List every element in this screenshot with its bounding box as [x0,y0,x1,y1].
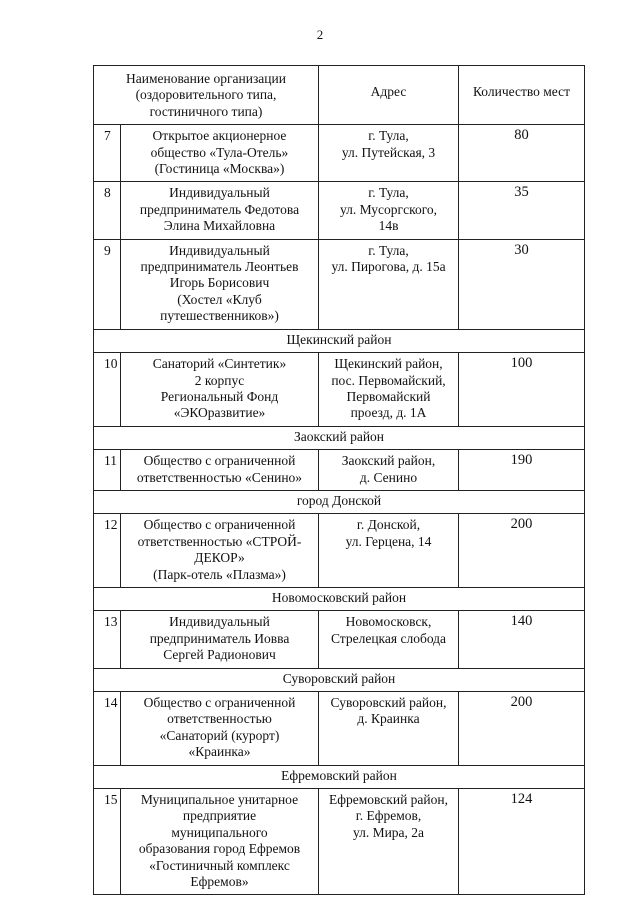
district-label: Щекинский район [94,329,585,352]
organization-name-line: ДЕКОР» [194,550,245,566]
organization-name-line: ответственностью [167,711,272,727]
address-line: ул. Герцена, 14 [345,533,432,549]
table-row [94,182,585,239]
address [319,239,459,329]
organization-name-line: предприниматель Иовва [149,630,290,646]
organization-name-line: образования город Ефремов [138,841,301,857]
table-row [94,125,585,182]
organization-name-line: Общество с ограниченной [143,695,296,710]
row-number: 15 [94,789,121,895]
seats-count: 124 [459,789,585,895]
header-address: Адрес [319,66,459,125]
district-row [94,668,585,691]
address-line: Ефремовский район, [328,792,448,808]
address-line: г. Тула, [368,242,409,258]
address [319,353,459,427]
organization-name [121,182,319,239]
address-line: г. Донской, [356,517,421,533]
address [319,125,459,182]
address-line: ул. Путейская, 3 [341,144,436,160]
district-label: Заокский район [94,426,585,449]
organization-name-line: (Парк-отель «Плазма») [153,566,286,582]
organization-name-line: Региональный Фонд [160,388,279,404]
seats-count: 140 [459,611,585,668]
organization-name [121,789,319,895]
organization-name-line: ответственностью «СТРОЙ- [137,533,302,549]
organizations-table [93,65,585,895]
table-row [94,789,585,895]
address-line: Заокский район, [341,453,436,469]
seats-count: 80 [459,125,585,182]
table-row [94,353,585,427]
organization-name-line: (Гостиница «Москва») [154,161,285,177]
district-label: Суворовский район [94,668,585,691]
row-number: 14 [94,692,121,766]
organization-name-line: Индивидуальный [169,185,270,201]
address [319,514,459,588]
seats-count: 190 [459,450,585,491]
address [319,450,459,491]
address-line: Первомайский [346,388,431,404]
organization-name-line: ответственностью «Сенино» [136,469,303,485]
organization-name [121,353,319,427]
address-line: Щекинский район, [334,356,443,372]
row-number: 13 [94,611,121,668]
organization-name-line: муниципального [171,824,268,840]
organization-name-line: путешественников») [160,308,279,324]
address-line: ул. Мира, 2а [352,824,425,840]
address-line: Новомосковск, [345,614,432,630]
district-label: город Донской [94,490,585,513]
address [319,182,459,239]
address-line: г. Тула, [368,185,409,201]
organization-name-line: Элина Михайловна [163,218,276,234]
address-line: проезд, д. 1А [350,405,427,421]
address-line: г. Тула, [368,128,409,144]
organization-name-line: «Гостиничный комплекс [149,857,290,873]
organization-name [121,611,319,668]
table-row [94,239,585,329]
organization-name-line: Санаторий «Синтетик» [152,356,287,372]
address [319,789,459,895]
address-line: г. Ефремов, [355,808,422,824]
district-row [94,490,585,513]
organization-name-line: Общество с ограниченной [143,517,296,533]
organization-name [121,514,319,588]
address-line: ул. Пирогова, д. 15а [331,259,446,275]
organization-name-line: 2 корпус [194,372,245,388]
row-number: 7 [94,125,121,182]
row-number: 12 [94,514,121,588]
row-number: 11 [94,450,121,491]
table-body [94,125,585,895]
header-seats: Количество мест [459,66,585,125]
organization-name-line: Открытое акционерное [152,128,287,144]
seats-count: 200 [459,514,585,588]
organization-name-line: (Хостел «Клуб [177,291,262,307]
organization-name-line: предприятие [182,808,257,824]
address-line: ул. Мусоргского, [339,201,438,217]
organization-name-line: Ефремов» [190,874,249,890]
organization-name-line: Общество с ограниченной [143,453,296,469]
address-line: 14в [378,218,399,234]
organization-name-line: «Санаторий (курорт) [159,727,280,743]
address [319,611,459,668]
organization-name-line: Индивидуальный [169,614,270,630]
address-line: пос. Первомайский, [331,372,446,388]
row-number: 10 [94,353,121,427]
district-row [94,329,585,352]
organization-name-line: Муниципальное унитарное [140,792,299,808]
organization-name-line: предприниматель Федотова [139,201,300,217]
table-row [94,692,585,766]
organization-name-line: «Краинка» [188,744,251,760]
table-row [94,514,585,588]
row-number: 8 [94,182,121,239]
address-line: д. Сенино [359,469,418,485]
address [319,692,459,766]
organization-name-line: общество «Тула-Отель» [150,144,289,160]
row-number: 9 [94,239,121,329]
table-row [94,611,585,668]
table-row [94,450,585,491]
header-organization-name: Наименование организации (оздоровительного типа, гостиничного типа) [94,66,319,125]
organization-name-line: Игорь Борисович [169,275,270,291]
district-row [94,587,585,610]
organization-name [121,450,319,491]
seats-count: 100 [459,353,585,427]
table-header-row [94,66,585,125]
address-line: д. Краинка [357,711,420,727]
organization-name [121,239,319,329]
organization-name-line: Сергей Радионович [163,647,276,663]
seats-count: 35 [459,182,585,239]
organization-name-line: «ЭКОразвитие» [173,405,266,421]
address-line: Стрелецкая слобода [330,630,447,646]
organization-name-line: предприниматель Леонтьев [140,259,299,275]
district-label: Новомосковский район [94,587,585,610]
organization-name [121,692,319,766]
organization-name [121,125,319,182]
address-line: Суворовский район, [330,695,447,710]
district-row [94,765,585,788]
seats-count: 30 [459,239,585,329]
seats-count: 200 [459,692,585,766]
district-row [94,426,585,449]
organization-name-line: Индивидуальный [169,242,270,258]
page-number: 2 [316,27,324,42]
district-label: Ефремовский район [94,765,585,788]
